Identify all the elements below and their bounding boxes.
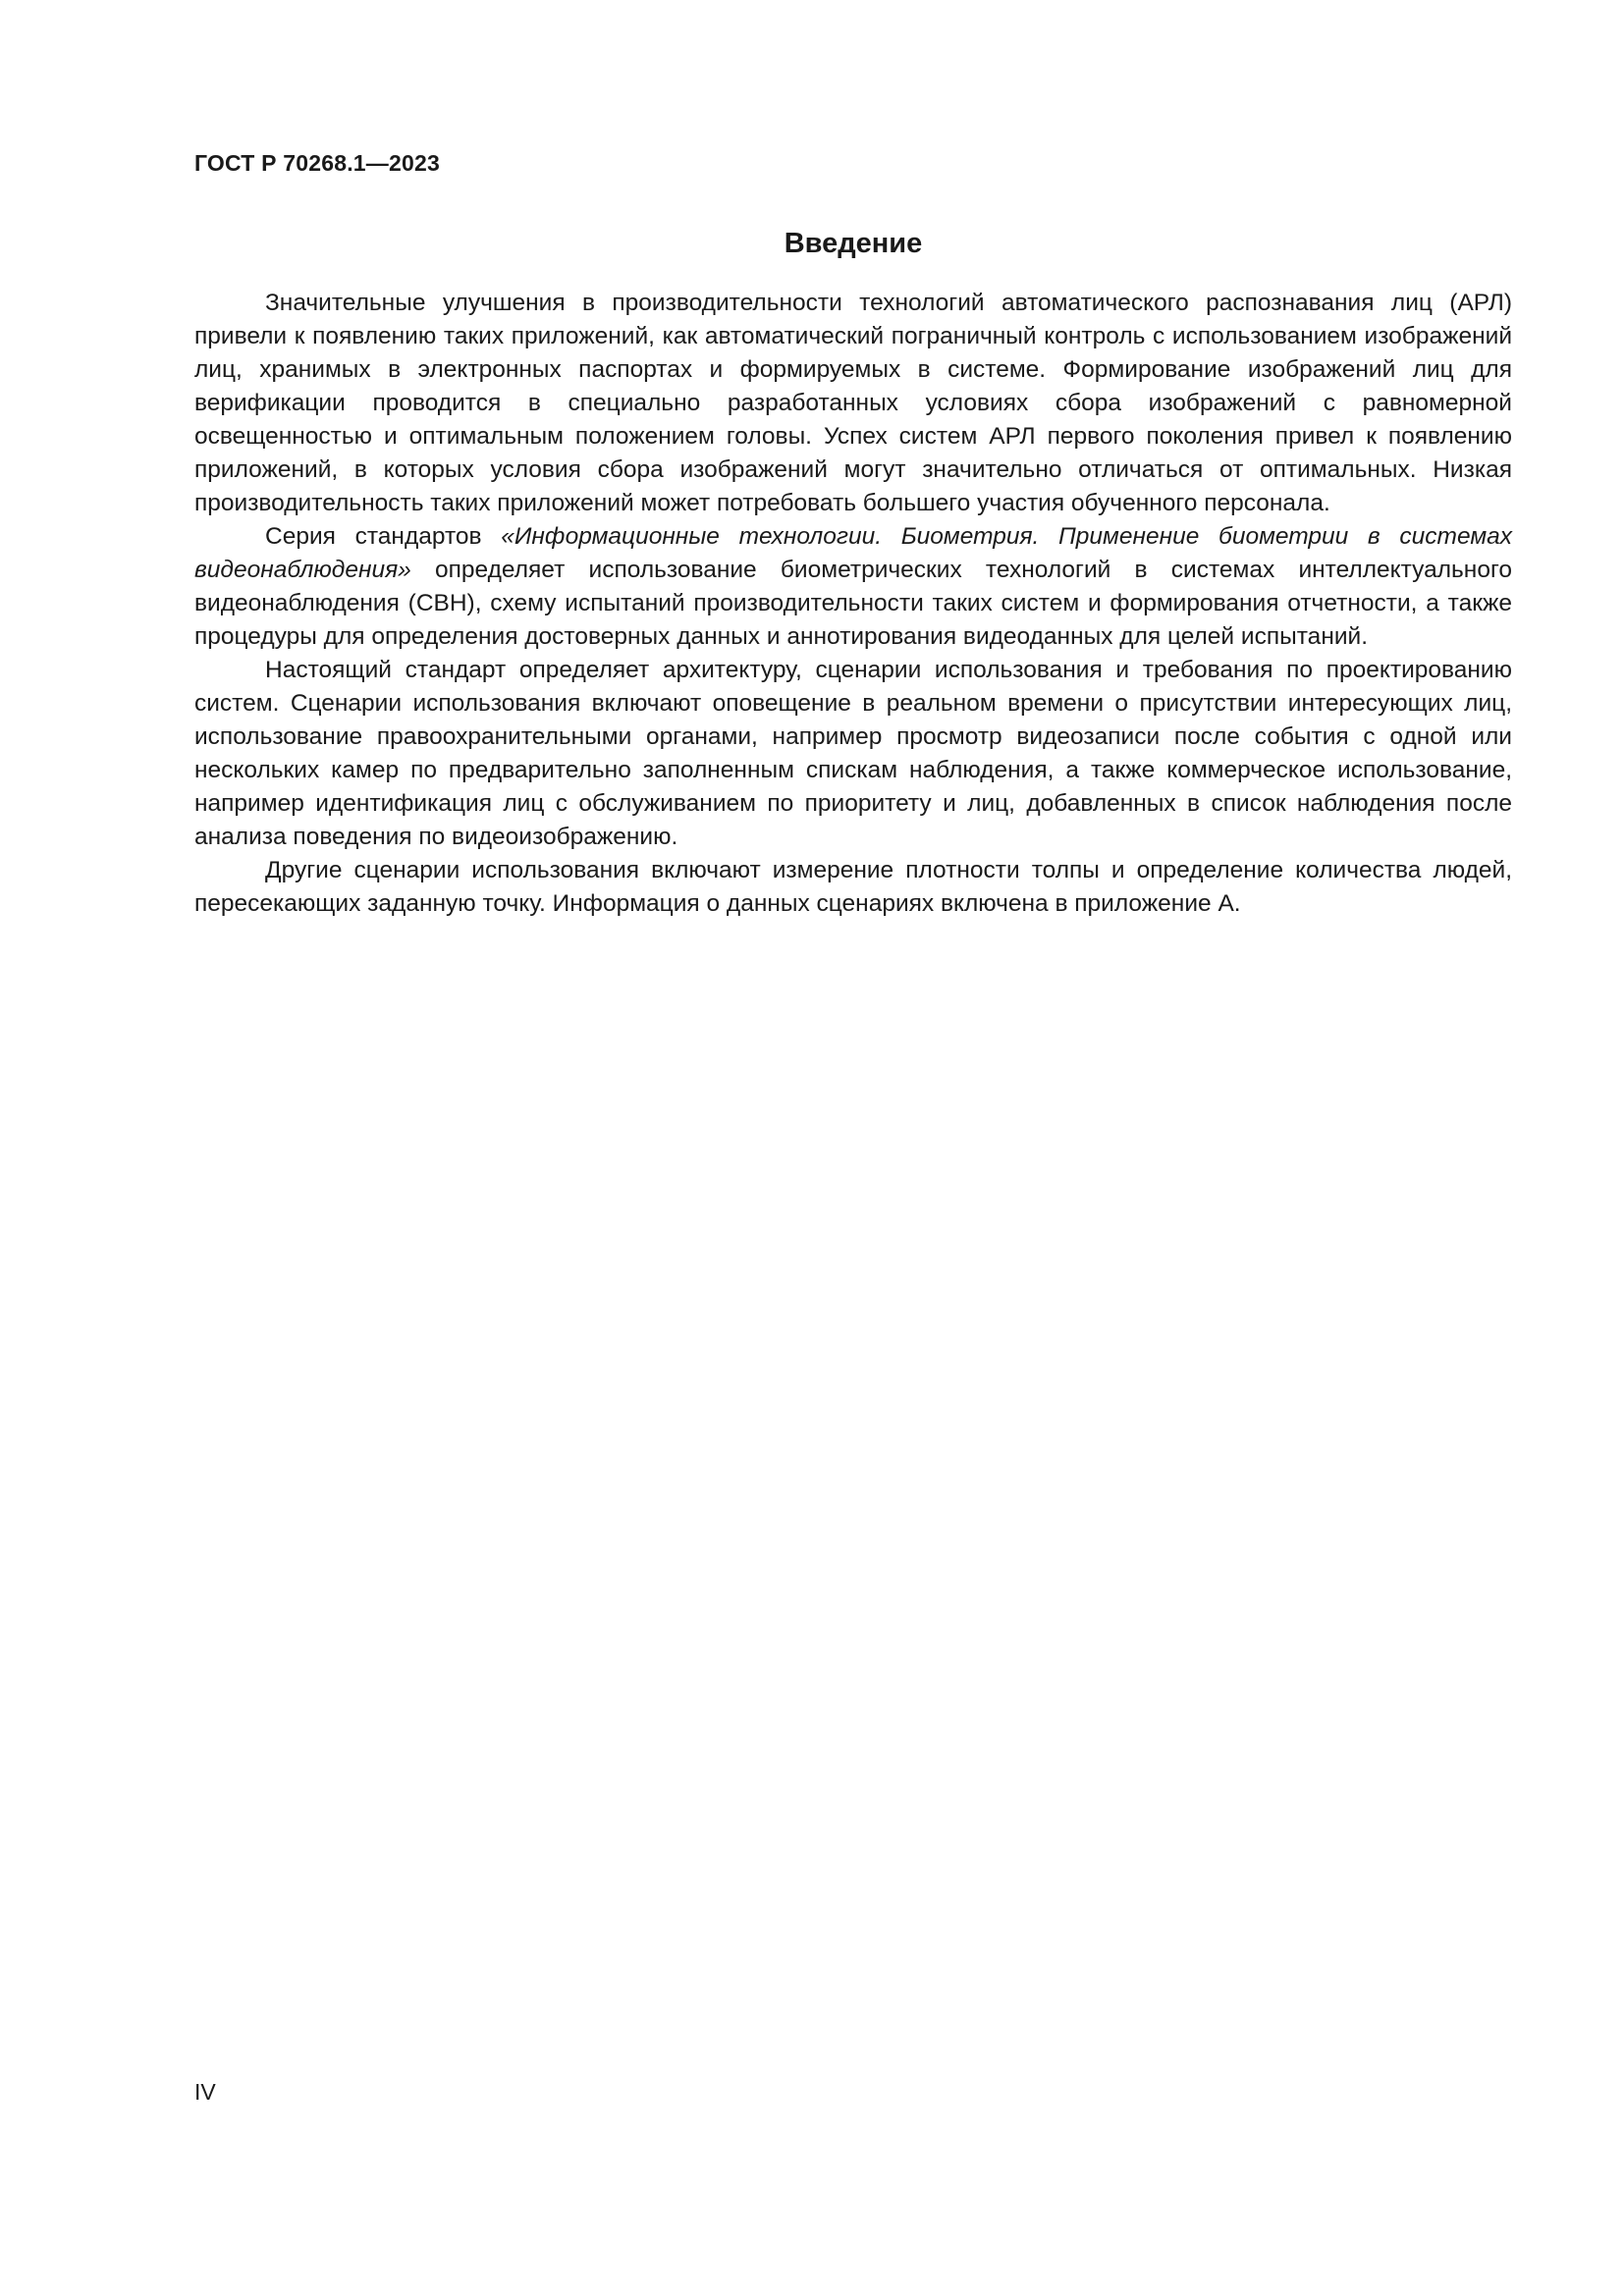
paragraph-2-rest: определяет использование биометрических технологий в системах интеллектуального видеонаблюдения (СВН), схему испытаний производительности таких систем и формирования отчетности, а также процедуры для определения достоверных данных и аннотирования видеоданных для целей испытаний.: [194, 557, 1512, 650]
paragraph-2: [194, 520, 1512, 654]
page-number: IV: [194, 2079, 216, 2105]
standard-series-title: «Информационные технологии. Биометрия. Применение биометрии в системах видеонаблюдения»: [194, 523, 1512, 583]
paragraph-3: Настоящий стандарт определяет архитектуру, сценарии использования и требования по проектированию систем. Сценарии использования включают оповещение в реальном времени о присутствии интересующих лиц, использование правоохранительными органами, например просмотр видеозаписи после события с одной или нескольких камер по предварительно заполненным спискам наблюдения, а также коммерческое использование, например идентификация лиц с обслуживанием по приоритету и лиц, добавленных в список наблюдения после анализа поведения по видеоизображению.: [194, 657, 1512, 850]
section-title: Введение: [784, 228, 923, 259]
paragraph-1: Значительные улучшения в производительности технологий автоматического распознавания лиц (АРЛ) привели к появлению таких приложений, как автоматический пограничный контроль с использованием изображений лиц, хранимых в электронных паспортах и формируемых в системе. Формирование изображений лиц для верификации проводится в специально разработанных условиях сбора изображений с равномерной освещенностью и оптимальным положением головы. Успех систем АРЛ первого поколения привел к появлению приложений, в которых условия сбора изображений могут значительно отличаться от оптимальных. Низкая производительность таких приложений может потребовать большего участия обученного персонала.: [194, 290, 1512, 516]
paragraph-4: Другие сценарии использования включают измерение плотности толпы и определение количества людей, пересекающих заданную точку. Информация о данных сценариях включена в приложение А.: [194, 857, 1512, 917]
paragraph-2-lead: Серия стандартов: [265, 523, 502, 550]
standard-code-header: ГОСТ Р 70268.1—2023: [194, 150, 440, 176]
introduction-body: [194, 287, 1512, 921]
